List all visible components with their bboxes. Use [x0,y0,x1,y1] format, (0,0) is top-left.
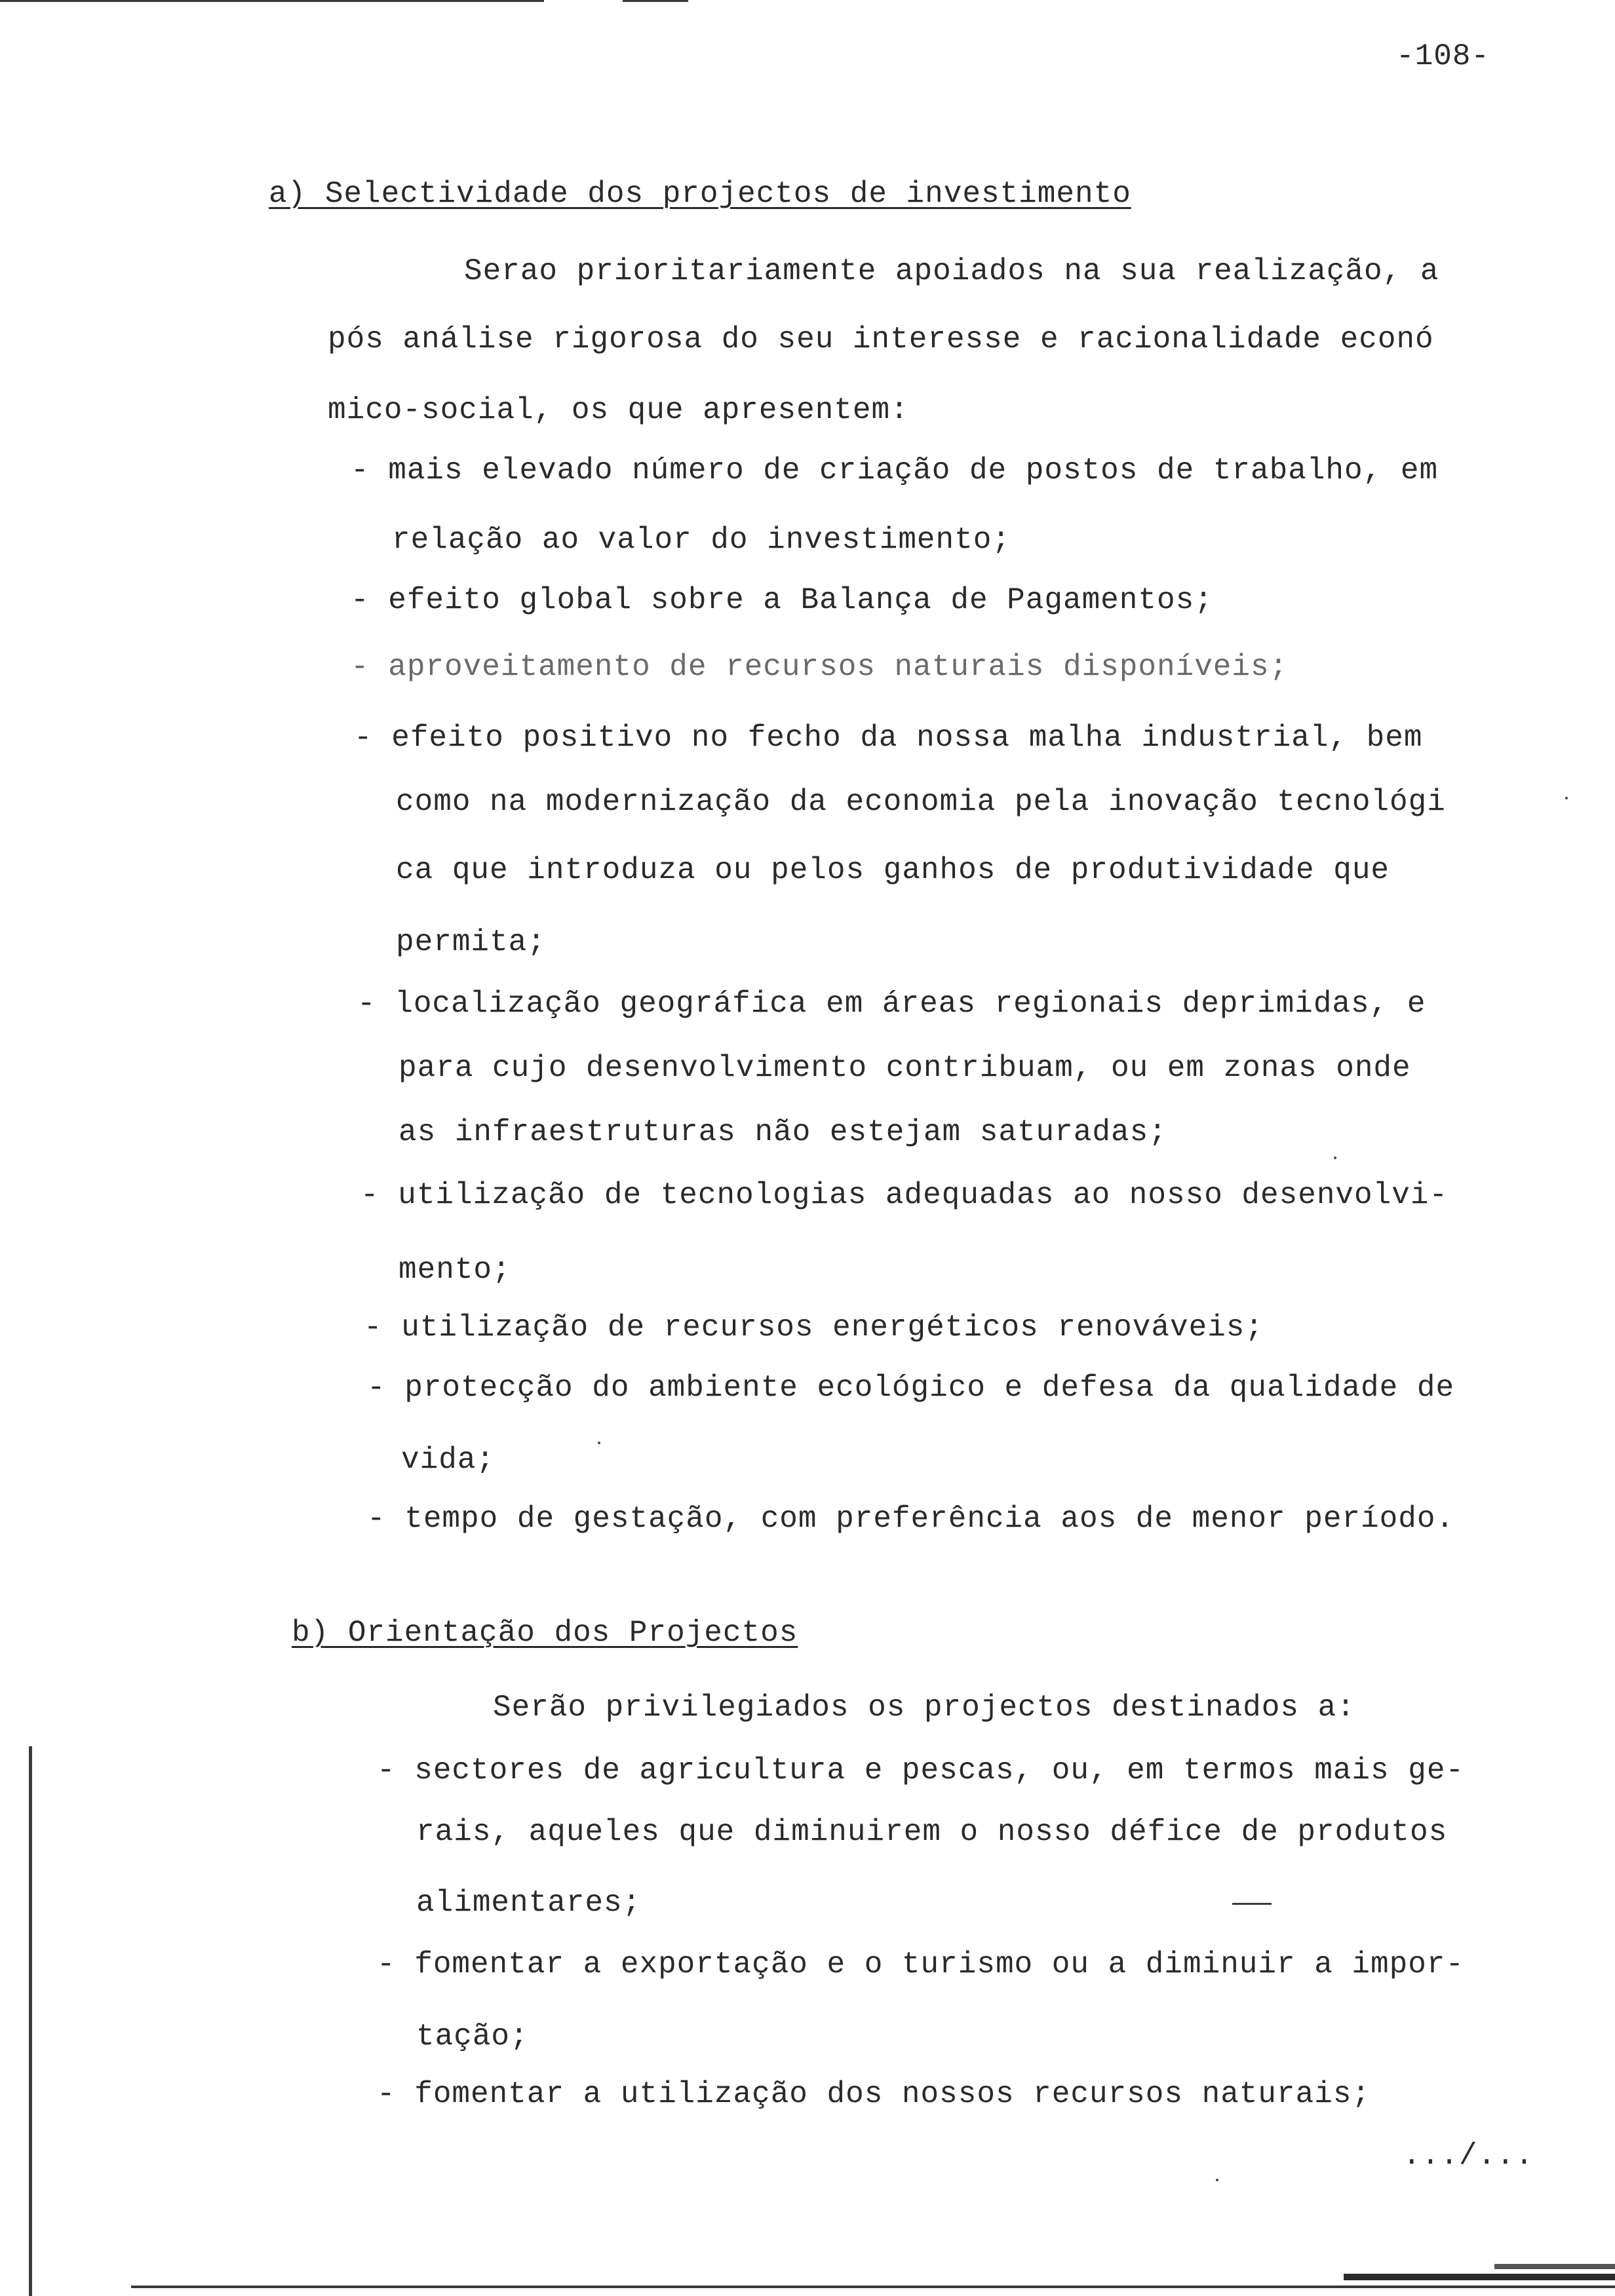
section-b-intro: Serão privilegiados os projectos destinados a: [493,1691,1355,1725]
scan-edge-line [0,0,544,2]
page-number: -108- [1396,39,1490,73]
list-item: mento; [399,1253,511,1287]
list-item: - sectores de agricultura e pescas, ou, em termos mais ge- [377,1753,1465,1788]
list-item: tação; [416,2019,529,2054]
scan-speck [598,1442,600,1444]
scan-speck [1334,1157,1336,1159]
list-item: rais, aqueles que diminuirem o nosso défice de produtos [416,1815,1448,1849]
list-item: - fomentar a utilização dos nossos recursos naturais; [377,2077,1371,2111]
list-item: - localização geográfica em áreas regionais deprimidas, e [357,987,1426,1021]
list-item: - aproveitamento de recursos naturais disponíveis; [351,650,1289,684]
scan-bottom-edge [131,2286,1615,2288]
section-b-heading: b) Orientação dos Projectos [292,1616,798,1650]
list-item: ca que introduza ou pelos ganhos de produtividade que [396,853,1390,887]
list-item: relação ao valor do investimento; [392,523,1011,557]
scan-speck [1565,797,1568,799]
scan-edge-line [623,0,688,2]
list-item: permita; [396,925,546,959]
section-a-heading: a) Selectividade dos projectos de investimento [269,177,1131,211]
list-item: - tempo de gestação, com preferência aos de menor período. [367,1502,1455,1536]
list-item: alimentares; [416,1886,642,1920]
list-item: - efeito positivo no fecho da nossa malha industrial, bem [354,721,1423,755]
scan-mark [1232,1903,1272,1905]
list-item: vida; [401,1443,496,1477]
continuation-mark: .../... [1403,2139,1534,2173]
list-item: - efeito global sobre a Balança de Pagamentos; [351,583,1213,617]
section-a-intro-line: pós análise rigorosa do seu interesse e racionalidade econó [328,322,1434,356]
list-item: - utilização de tecnologias adequadas ao nosso desenvolvi- [360,1178,1449,1212]
scan-bottom-edge [1344,2274,1615,2280]
list-item: - protecção do ambiente ecológico e defesa da qualidade de [367,1371,1455,1405]
section-a-intro-line: mico-social, os que apresentem: [328,393,909,427]
list-item: as infraestruturas não estejam saturadas; [399,1115,1167,1149]
list-item: - fomentar a exportação e o turismo ou a diminuir a impor- [377,1947,1465,1981]
list-item: - utilização de recursos energéticos renováveis; [364,1311,1264,1345]
section-a-intro-line: Serao prioritariamente apoiados na sua realização, a [464,254,1439,288]
list-item: como na modernização da economia pela inovação tecnológi [396,785,1446,819]
scan-speck [1216,2179,1218,2181]
list-item: - mais elevado número de criação de postos de trabalho, em [351,453,1439,488]
scan-bottom-edge [1494,2264,1615,2269]
list-item: para cujo desenvolvimento contribuam, ou em zonas onde [399,1051,1411,1085]
scan-left-edge [29,1746,32,2296]
